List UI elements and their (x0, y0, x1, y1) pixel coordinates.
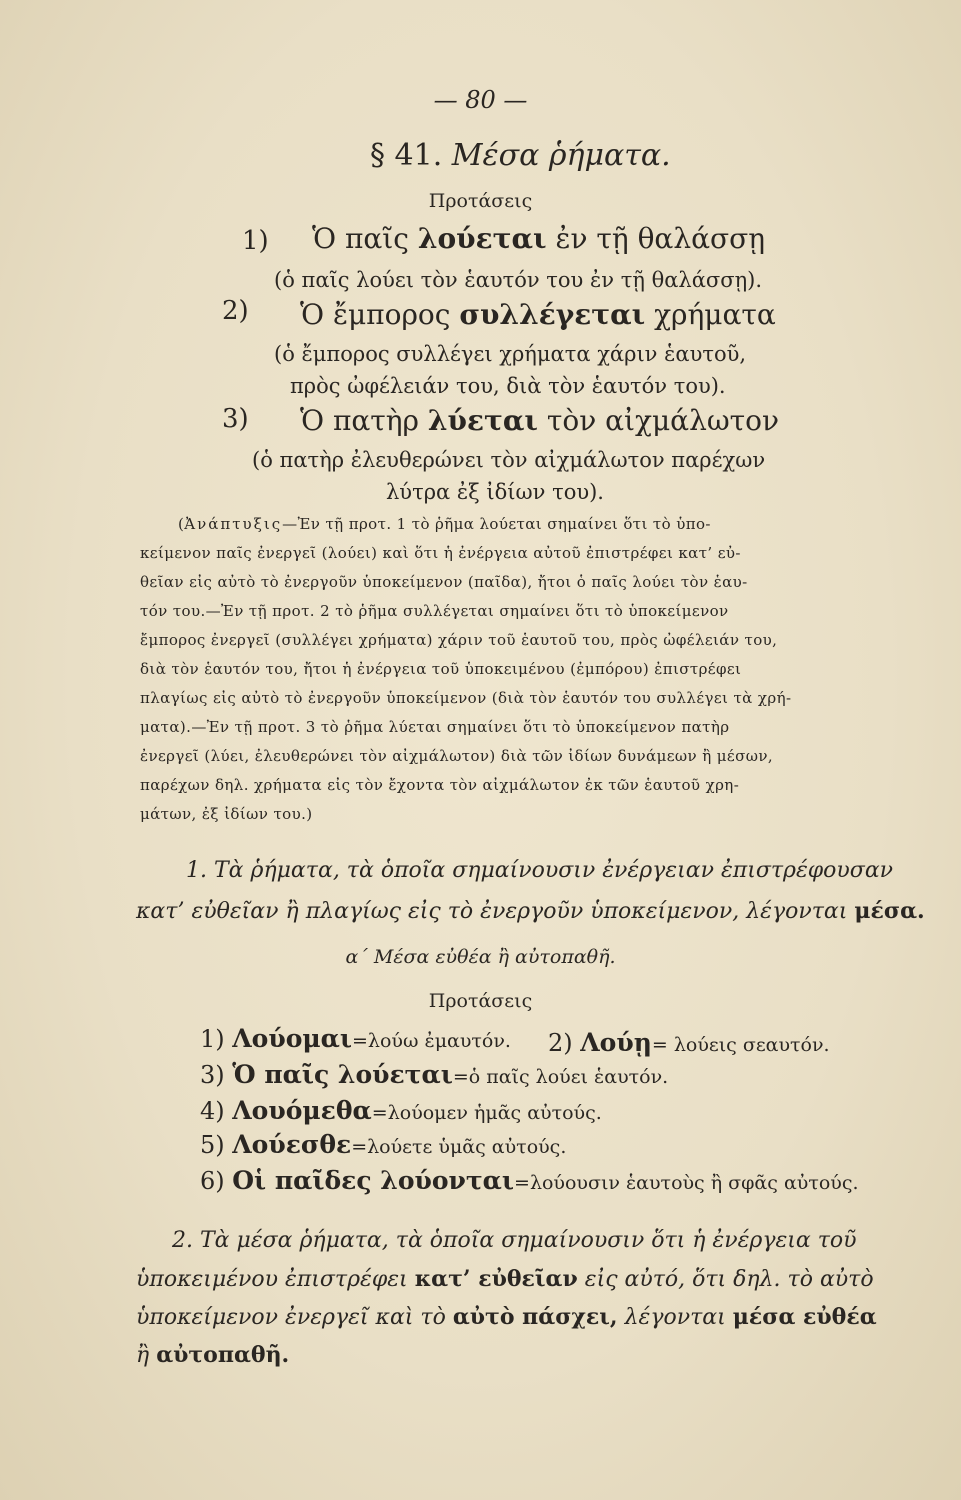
analysis-line-11: μάτων, ἐξ ἰδίων του.) (140, 805, 313, 823)
form-2: 2) Λούῃ= λούεις σεαυτόν. (548, 1028, 830, 1057)
form-6: 6) Οἱ παῖδες λούονται=λούουσιν ἑαυτοὺς ἢ σφᾶς αὐτούς. (200, 1166, 859, 1195)
example-3-number: 3) (222, 404, 249, 434)
example-3-verb: λύεται (427, 404, 538, 437)
page-number: — 80 — (433, 86, 528, 114)
rule-1-line-2: κατ’ εὐθεῖαν ἢ πλαγίως εἰς τὸ ἐνεργοῦν ὑποκείμενον, λέγονται μέσα. (136, 898, 925, 924)
example-1-verb: λούεται (417, 222, 547, 255)
rule-2-number: 2. (172, 1228, 193, 1253)
rule-1-line-1: 1. Τὰ ῥήματα, τὰ ὁποῖα σημαίνουσιν ἐνέργειαν ἐπιστρέφουσαν (186, 858, 894, 883)
analysis-line-1: (Ἀνάπτυξις—Ἐν τῇ προτ. 1 τὸ ῥῆμα λούεται σημαίνει ὅτι τὸ ὑπο- (178, 515, 711, 533)
rule-2-line-4: ἢ αὐτοπαθῆ. (136, 1342, 290, 1368)
analysis-line-5: ἔμπορος ἐνεργεῖ (συλλέγει χρήματα) χάριν τοῦ ἑαυτοῦ του, πρὸς ὠφέλειάν του, (140, 631, 778, 649)
example-1-sentence: Ὁ παῖς λούεται ἐν τῇ θαλάσσῃ (312, 222, 765, 255)
example-2-number: 2) (222, 296, 249, 326)
analysis-line-4: τόν του.—Ἐν τῇ προτ. 2 τὸ ῥῆμα συλλέγεται σημαίνει ὅτι τὸ ὑποκείμενον (140, 602, 729, 620)
form-1: 1) Λούομαι=λούω ἐμαυτόν. (200, 1024, 511, 1053)
rule-1-number: 1. (186, 858, 207, 883)
example-2-verb: συλλέγεται (459, 298, 646, 331)
form-4: 4) Λουόμεθα=λούομεν ἡμᾶς αὐτούς. (200, 1096, 602, 1125)
example-3-gloss-line-2: λύτρα ἐξ ἰδίων του). (386, 480, 604, 504)
analysis-line-7: πλαγίως εἰς αὐτὸ τὸ ἐνεργοῦν ὑποκείμενον (διὰ τὸν ἑαυτόν του συλλέγει τὰ χρή- (140, 689, 792, 707)
example-3-gloss-line-1: (ὁ πατὴρ ἐλευθερώνει τὸν αἰχμάλωτον παρέχων (252, 448, 766, 472)
heading-protaseis-1: Προτάσεις (428, 190, 533, 212)
rule-2-term: μέσα εὐθέα (732, 1304, 877, 1330)
example-1-number: 1) (242, 226, 269, 256)
analysis-line-8: ματα).—Ἐν τῇ προτ. 3 τὸ ῥῆμα λύεται σημαίνει ὅτι τὸ ὑποκείμενον πατὴρ (140, 718, 730, 736)
analysis-line-9: ἐνεργεῖ (λύει, ἐλευθερώνει τὸν αἰχμάλωτον) διὰ τῶν ἰδίων δυνάμεων ἢ μέσων, (140, 747, 774, 765)
example-2-gloss-line-2: πρὸς ὠφέλειάν του, διὰ τὸν ἑαυτόν του). (290, 374, 726, 398)
analysis-line-6: διὰ τὸν ἑαυτόν του, ἤτοι ἡ ἐνέργεια τοῦ ὑποκειμένου (ἐμπόρου) ἐπιστρέφει (140, 660, 742, 678)
example-1-gloss: (ὁ παῖς λούει τὸν ἑαυτόν του ἐν τῇ θαλάσσῃ). (274, 268, 763, 292)
example-2-sentence: Ὁ ἔμπορος συλλέγεται χρήματα (300, 298, 776, 331)
rule-1-term: μέσα. (854, 898, 925, 924)
form-5: 5) Λούεσθε=λούετε ὑμᾶς αὐτούς. (200, 1130, 567, 1159)
analysis-label: Ἀνάπτυξις (184, 515, 283, 533)
heading-protaseis-2: Προτάσεις (428, 990, 533, 1012)
subheading-mesa-euthea: α΄ Μέσα εὐθέα ἢ αὐτοπαθῆ. (345, 946, 616, 968)
rule-2-line-3: ὑποκείμενον ἐνεργεῖ καὶ τὸ αὐτὸ πάσχει, λέγονται μέσα εὐθέα (136, 1304, 877, 1330)
analysis-line-3: θεῖαν εἰς αὐτὸ τὸ ἐνεργοῦν ὑποκείμενον (παῖδα), ἤτοι ὁ παῖς λούει τὸν ἑαυ- (140, 573, 748, 591)
example-2-gloss-line-1: (ὁ ἔμπορος συλλέγει χρήματα χάριν ἑαυτοῦ, (274, 342, 747, 366)
analysis-line-2: κείμενον παῖς ἐνεργεῖ (λούει) καὶ ὅτι ἡ ἐνέργεια αὐτοῦ ἐπιστρέφει κατ’ εὐ- (140, 544, 741, 562)
section-symbol: § 41. (370, 138, 443, 173)
example-3-sentence: Ὁ πατὴρ λύεται τὸν αἰχμάλωτον (300, 404, 780, 437)
analysis-line-10: παρέχων δηλ. χρήματα εἰς τὸν ἔχοντα τὸν αἰχμάλωτον ἐκ τῶν ἑαυτοῦ χρη- (140, 776, 740, 794)
rule-2-line-1: 2. Τὰ μέσα ῥήματα, τὰ ὁποῖα σημαίνουσιν ὅτι ἡ ἐνέργεια τοῦ (172, 1228, 857, 1253)
section-title (370, 138, 671, 173)
section-name: Μέσα ῥήματα. (451, 138, 671, 173)
form-3: 3) Ὁ παῖς λούεται=ὁ παῖς λούει ἑαυτόν. (200, 1060, 669, 1089)
rule-2-line-2: ὑποκειμένου ἐπιστρέφει κατ’ εὐθεῖαν εἰς αὐτό, ὅτι δηλ. τὸ αὐτὸ (136, 1266, 874, 1292)
